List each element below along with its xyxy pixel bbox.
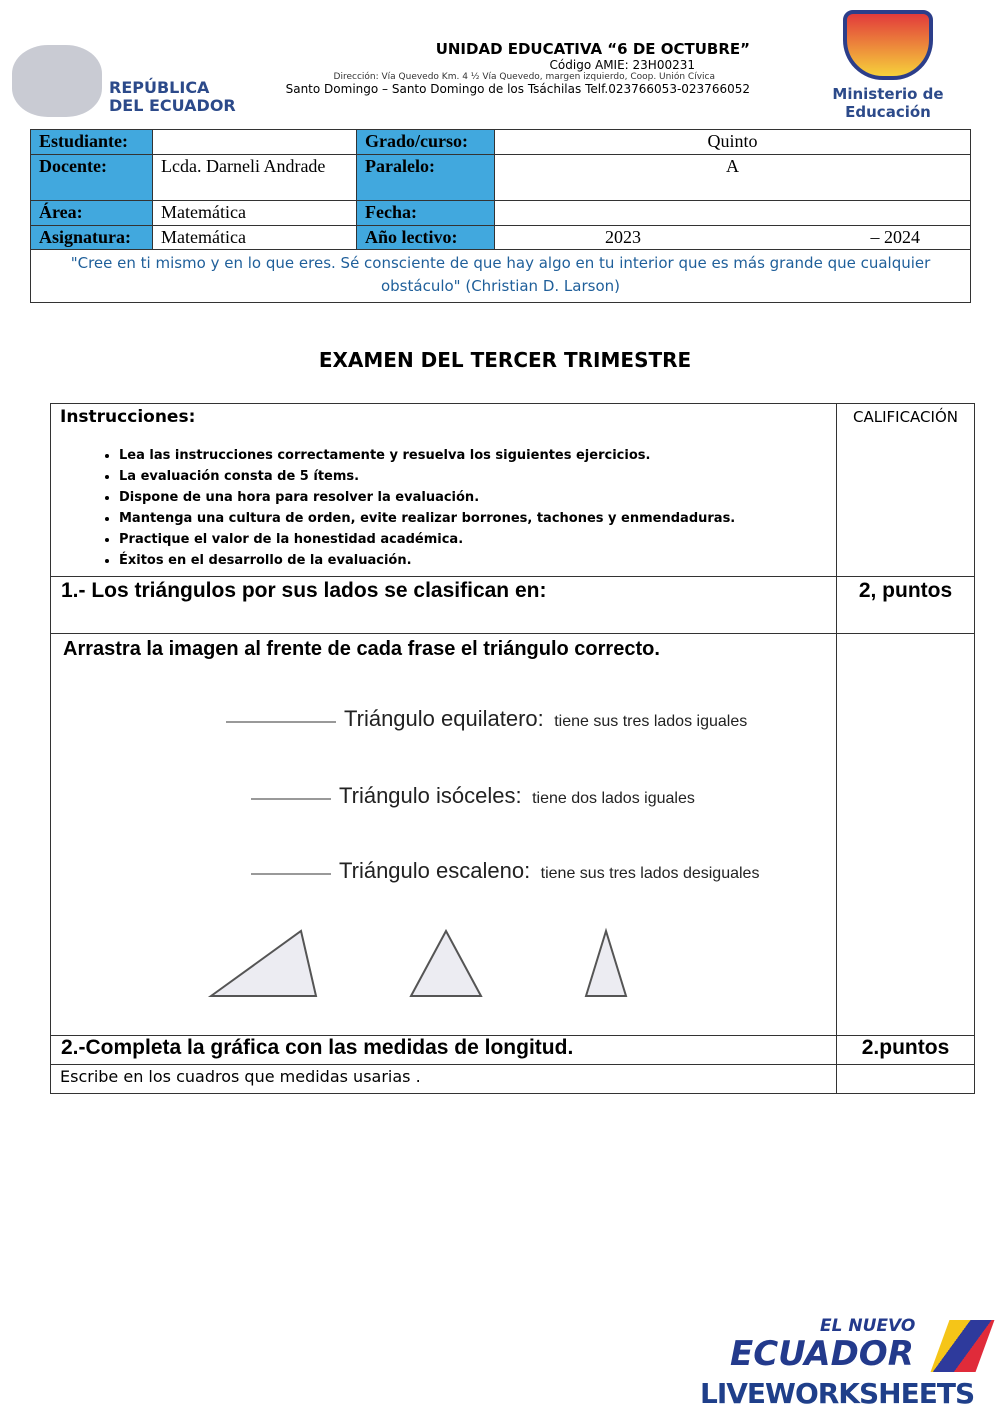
subject-value: Matemática [153, 226, 357, 250]
ecuador-logo: REPÚBLICA DEL ECUADOR [12, 45, 242, 120]
question-1-points: 2, puntos [837, 577, 975, 634]
instruction-item: • Lea las instrucciones correctamente y resuelva los siguientes ejercicios. [119, 445, 836, 466]
instructions-label: Instrucciones: [60, 407, 196, 427]
question-2-points: 2.puntos [837, 1036, 975, 1065]
instruction-item: • Mantenga una cultura de orden, evite realizar borrones, tachones y enmendaduras. [119, 508, 836, 529]
match-row: Triángulo equilatero: tiene sus tres lados iguales [226, 706, 747, 732]
equilateral-triangle[interactable] [586, 931, 626, 996]
section-value: A [495, 155, 971, 201]
school-name: UNIDAD EDUCATIVA “6 DE OCTUBRE” [435, 40, 750, 58]
liveworksheets-watermark: LIVEWORKSHEETS [700, 1377, 975, 1410]
question-2: 2.-Completa la gráfica con las medidas de longitud. [51, 1036, 837, 1065]
label: Asignatura: [31, 226, 153, 250]
instruction-item: • Practique el valor de la honestidad académica. [119, 529, 836, 550]
instructions-list [119, 445, 836, 571]
student-field[interactable] [153, 130, 357, 155]
label: Docente: [31, 155, 153, 201]
school-code: Código AMIE: 23H00231 [549, 58, 695, 72]
area-value: Matemática [153, 201, 357, 226]
exam-table [50, 403, 975, 1094]
ministry-logo: Ministerio de Educación [788, 10, 988, 110]
instruction-item: • La evaluación consta de 5 ítems. [119, 466, 836, 487]
school-header [250, 40, 750, 96]
school-city: Santo Domingo – Santo Domingo de los Tsáchilas Telf.023766053-023766052 [285, 82, 750, 96]
student-info-table [30, 129, 971, 303]
date-field[interactable] [495, 201, 971, 226]
instruction-item: • Éxitos en el desarrollo de la evaluación. [119, 550, 836, 571]
school-address: Dirección: Vía Quevedo Km. 4 ½ Vía Quevedo, margen izquierdo, Coop. Unión Cívica [333, 72, 715, 82]
question-1: 1.- Los triángulos por sus lados se clasifican en: [51, 577, 837, 634]
teacher-value: Lcda. Darneli Andrade [153, 155, 357, 201]
label: Estudiante: [31, 130, 153, 155]
el-nuevo-ecuador-logo: EL NUEVO ECUADOR [725, 1316, 995, 1376]
triangles-image [96, 686, 791, 1011]
label: Grado/curso: [357, 130, 495, 155]
match-row: Triángulo escaleno: tiene sus tres lados desiguales [251, 858, 759, 884]
exam-title: EXAMEN DEL TERCER TRIMESTRE [318, 348, 692, 372]
question-2-instruction: Escribe en los cuadros que medidas usarias . [51, 1065, 837, 1094]
grade-header: CALIFICACIÓN [837, 404, 975, 577]
quote: "Cree en ti mismo y en lo que eres. Sé consciente de que hay algo en tu interior que es más grande que cualquier obstáculo" (Christian D. Larson) [31, 250, 971, 303]
label: Fecha: [357, 201, 495, 226]
isosceles-triangle[interactable] [411, 931, 481, 996]
grade-value: Quinto [495, 130, 971, 155]
label: Paralelo: [357, 155, 495, 201]
school-year: 2023 – 2024 [495, 226, 971, 250]
question-1-instruction: Arrastra la imagen al frente de cada frase el triángulo correcto. [63, 638, 660, 660]
label: Área: [31, 201, 153, 226]
scalene-triangle[interactable] [211, 931, 316, 996]
match-row: Triángulo isóceles: tiene dos lados iguales [251, 783, 695, 809]
instruction-item: • Dispone de una hora para resolver la evaluación. [119, 487, 836, 508]
label: Año lectivo: [357, 226, 495, 250]
